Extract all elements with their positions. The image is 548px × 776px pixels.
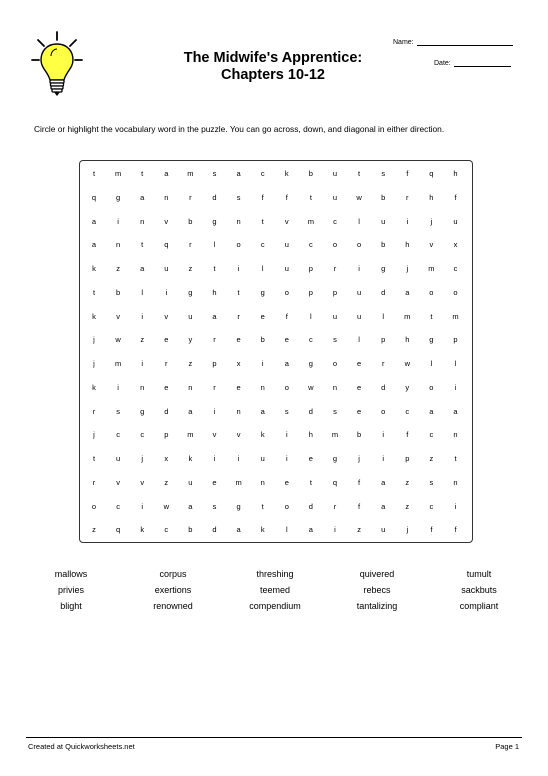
date-field[interactable] bbox=[434, 59, 511, 67]
grid-letter[interactable]: w bbox=[308, 382, 314, 392]
grid-letter[interactable]: a bbox=[91, 240, 97, 250]
grid-letter[interactable]: h bbox=[429, 192, 434, 202]
grid-letter[interactable]: n bbox=[260, 382, 265, 392]
grid-letter[interactable]: n bbox=[332, 382, 338, 392]
grid-letter[interactable]: y bbox=[405, 382, 410, 392]
grid-letter[interactable]: r bbox=[406, 192, 409, 202]
grid-letter[interactable]: e bbox=[260, 311, 265, 321]
grid-letter[interactable]: f bbox=[358, 501, 361, 511]
date-label: Date: bbox=[434, 60, 451, 67]
grid-letter[interactable]: m bbox=[114, 359, 122, 368]
vocabulary-word: mallows bbox=[54, 569, 88, 579]
grid-letter[interactable]: e bbox=[284, 477, 289, 487]
grid-letter[interactable]: t bbox=[237, 287, 240, 297]
grid-letter[interactable]: i bbox=[141, 311, 144, 321]
grid-letter[interactable]: t bbox=[92, 287, 96, 297]
name-label: Name: bbox=[393, 39, 414, 46]
grid-letter[interactable]: s bbox=[212, 501, 217, 511]
grid-letter[interactable]: w bbox=[115, 335, 121, 345]
grid-letter[interactable]: a bbox=[308, 525, 313, 535]
grid-letter[interactable]: g bbox=[381, 264, 386, 273]
grid-letter[interactable]: o bbox=[284, 382, 289, 392]
grid-letter[interactable]: n bbox=[453, 430, 458, 440]
grid-letter[interactable]: a bbox=[260, 406, 265, 416]
grid-letter[interactable]: o bbox=[284, 501, 289, 511]
grid-letter[interactable]: e bbox=[164, 382, 169, 392]
grid-letter[interactable]: n bbox=[164, 192, 169, 202]
grid-letter[interactable]: i bbox=[141, 359, 144, 368]
grid-letter[interactable]: d bbox=[381, 382, 386, 392]
grid-letter[interactable]: j bbox=[430, 216, 433, 226]
grid-letter[interactable]: j bbox=[358, 454, 360, 463]
grid-letter[interactable]: d bbox=[212, 192, 217, 202]
grid-letter[interactable]: r bbox=[165, 359, 168, 368]
name-field[interactable] bbox=[393, 38, 513, 46]
grid-letter[interactable]: v bbox=[429, 240, 434, 250]
grid-letter[interactable]: m bbox=[235, 477, 242, 487]
grid-letter[interactable]: v bbox=[116, 311, 120, 321]
grid-letter[interactable]: k bbox=[260, 525, 265, 535]
name-line[interactable] bbox=[417, 38, 513, 46]
grid-letter[interactable]: a bbox=[405, 287, 410, 297]
grid-letter[interactable]: c bbox=[333, 216, 337, 226]
grid-letter[interactable]: r bbox=[333, 501, 337, 511]
grid-letter[interactable]: s bbox=[116, 406, 120, 416]
grid-letter[interactable]: a bbox=[381, 477, 386, 487]
grid-letter[interactable]: j bbox=[93, 359, 95, 368]
grid-letter[interactable]: v bbox=[284, 216, 289, 226]
grid-letter[interactable]: m bbox=[187, 430, 194, 440]
grid-letter[interactable]: h bbox=[405, 240, 410, 250]
grid-letter[interactable]: a bbox=[284, 359, 289, 368]
grid-letter[interactable]: t bbox=[261, 216, 264, 226]
grid-letter[interactable]: k bbox=[140, 525, 145, 535]
grid-letter[interactable]: k bbox=[284, 169, 289, 178]
grid-letter[interactable]: b bbox=[260, 335, 265, 345]
grid-letter[interactable]: u bbox=[260, 454, 265, 463]
grid-letter[interactable]: f bbox=[454, 192, 457, 202]
grid-letter[interactable]: r bbox=[381, 359, 385, 368]
grid-letter[interactable]: u bbox=[357, 311, 362, 321]
grid-letter[interactable]: m bbox=[187, 169, 194, 178]
grid-letter[interactable]: u bbox=[381, 525, 386, 535]
grid-letter[interactable]: l bbox=[261, 264, 264, 273]
grid-letter[interactable]: s bbox=[333, 335, 337, 345]
grid-letter[interactable]: i bbox=[213, 406, 216, 416]
grid-letter[interactable]: f bbox=[261, 192, 264, 202]
grid-letter[interactable]: d bbox=[308, 501, 313, 511]
vocabulary-word: teemed bbox=[259, 585, 291, 595]
grid-letter[interactable]: g bbox=[140, 406, 145, 416]
grid-letter[interactable]: t bbox=[309, 192, 312, 202]
grid-letter[interactable]: h bbox=[308, 430, 313, 440]
vocabulary-word: tantalizing bbox=[356, 601, 398, 611]
grid-letter[interactable]: g bbox=[429, 335, 434, 345]
grid-letter[interactable]: i bbox=[382, 430, 385, 440]
grid-letter[interactable]: c bbox=[260, 240, 265, 250]
grid-letter[interactable]: l bbox=[454, 359, 457, 368]
grid-letter[interactable]: n bbox=[260, 477, 265, 487]
grid-letter[interactable]: r bbox=[189, 240, 192, 250]
grid-letter[interactable]: i bbox=[406, 216, 409, 226]
grid-letter[interactable]: w bbox=[404, 359, 410, 368]
grid-letter[interactable]: f bbox=[406, 430, 409, 440]
page-number: Page 1 bbox=[495, 742, 519, 751]
grid-letter[interactable]: z bbox=[116, 264, 120, 273]
grid-letter[interactable]: f bbox=[358, 477, 361, 487]
vocabulary-word: tumult bbox=[466, 569, 492, 579]
word-bank-row bbox=[20, 582, 530, 598]
grid-letter[interactable]: p bbox=[381, 335, 386, 345]
grid-letter[interactable]: u bbox=[381, 216, 386, 226]
grid-letter[interactable]: x bbox=[236, 359, 241, 368]
grid-letter[interactable]: i bbox=[285, 454, 288, 463]
grid-letter[interactable]: l bbox=[285, 525, 288, 535]
grid-letter[interactable]: t bbox=[430, 311, 433, 321]
grid-letter[interactable]: s bbox=[429, 477, 434, 487]
grid-letter[interactable]: v bbox=[140, 477, 145, 487]
grid-letter[interactable]: b bbox=[357, 430, 362, 440]
grid-letter[interactable]: i bbox=[454, 382, 457, 392]
grid-letter[interactable]: z bbox=[429, 454, 434, 463]
grid-letter[interactable]: z bbox=[405, 501, 410, 511]
grid-letter[interactable]: s bbox=[284, 406, 289, 416]
grid-letter[interactable]: a bbox=[429, 406, 434, 416]
grid-letter[interactable]: d bbox=[212, 525, 217, 535]
grid-letter[interactable]: k bbox=[260, 430, 265, 440]
grid-letter[interactable]: u bbox=[164, 264, 169, 273]
grid-letter[interactable]: u bbox=[284, 264, 289, 273]
grid-letter[interactable]: u bbox=[284, 240, 289, 250]
grid-letter[interactable]: a bbox=[188, 406, 193, 416]
grid-letter[interactable]: e bbox=[357, 406, 362, 416]
grid-letter[interactable]: o bbox=[453, 287, 458, 297]
grid-letter[interactable]: i bbox=[285, 430, 288, 440]
grid-letter[interactable]: t bbox=[92, 169, 96, 178]
grid-letter[interactable]: m bbox=[428, 264, 435, 273]
grid-letter[interactable]: p bbox=[332, 287, 338, 297]
grid-letter[interactable]: j bbox=[141, 454, 144, 463]
grid-letter[interactable]: c bbox=[429, 430, 434, 440]
grid-letter[interactable]: l bbox=[358, 216, 360, 226]
vocabulary-word: rebecs bbox=[363, 585, 391, 595]
footer-divider bbox=[26, 737, 522, 738]
grid-letter[interactable]: c bbox=[309, 335, 313, 345]
title-line-1: The Midwife's Apprentice: bbox=[183, 50, 363, 66]
grid-letter[interactable]: j bbox=[406, 264, 409, 273]
grid-letter[interactable]: r bbox=[213, 335, 216, 345]
grid-letter[interactable]: i bbox=[237, 264, 240, 273]
grid-letter[interactable]: u bbox=[188, 311, 193, 321]
grid-letter[interactable]: e bbox=[164, 335, 169, 345]
grid-letter[interactable]: i bbox=[261, 359, 264, 368]
grid-letter[interactable]: u bbox=[357, 287, 362, 297]
grid-letter[interactable]: e bbox=[212, 477, 217, 487]
grid-letter[interactable]: t bbox=[454, 454, 457, 463]
grid-letter[interactable]: p bbox=[405, 454, 410, 463]
grid-letter[interactable]: r bbox=[189, 192, 192, 202]
grid-letter[interactable]: e bbox=[236, 335, 241, 345]
vocabulary-word: threshing bbox=[256, 569, 294, 579]
grid-letter[interactable]: g bbox=[116, 192, 121, 202]
grid-letter[interactable]: n bbox=[140, 216, 145, 226]
grid-letter[interactable]: v bbox=[164, 216, 169, 226]
grid-letter[interactable]: i bbox=[141, 501, 144, 511]
grid-letter[interactable]: t bbox=[141, 169, 144, 178]
grid-letter[interactable]: q bbox=[429, 169, 434, 178]
grid-letter[interactable]: e bbox=[308, 454, 313, 463]
grid-letter[interactable]: o bbox=[284, 287, 289, 297]
grid-letter[interactable]: i bbox=[454, 501, 457, 511]
grid-letter[interactable]: n bbox=[453, 477, 458, 487]
grid-letter[interactable]: i bbox=[117, 382, 119, 392]
grid-letter[interactable]: n bbox=[236, 216, 241, 226]
grid-letter[interactable]: i bbox=[117, 216, 119, 226]
grid-letter[interactable]: v bbox=[164, 311, 169, 321]
grid-letter[interactable]: l bbox=[213, 240, 216, 250]
grid-letter[interactable]: d bbox=[164, 406, 169, 416]
grid-letter[interactable]: p bbox=[308, 264, 313, 273]
page-title bbox=[150, 50, 396, 84]
grid-letter[interactable]: q bbox=[91, 192, 97, 202]
grid-letter[interactable]: x bbox=[164, 454, 169, 463]
grid-letter[interactable]: t bbox=[213, 264, 216, 273]
grid-letter[interactable]: m bbox=[331, 430, 339, 440]
grid-letter[interactable]: x bbox=[453, 240, 458, 250]
grid-letter[interactable]: m bbox=[114, 169, 122, 178]
grid-letter[interactable]: k bbox=[92, 382, 96, 392]
grid-letter[interactable]: a bbox=[91, 216, 97, 226]
grid-letter[interactable]: e bbox=[236, 382, 241, 392]
title-line-2: Chapters 10-12 bbox=[221, 67, 325, 83]
grid-letter[interactable]: l bbox=[382, 311, 385, 321]
grid-letter[interactable]: p bbox=[453, 335, 458, 345]
grid-letter[interactable]: t bbox=[141, 240, 144, 250]
instructions: Circle or highlight the vocabulary word in the puzzle. You can go across, down, and diagonal in either direction. bbox=[34, 124, 445, 134]
grid-letter[interactable]: r bbox=[213, 382, 216, 392]
lightbulb-icon bbox=[30, 30, 84, 102]
grid-letter[interactable]: h bbox=[405, 335, 410, 345]
grid-letter[interactable]: l bbox=[141, 287, 144, 297]
grid-letter[interactable]: o bbox=[332, 240, 338, 250]
grid-letter[interactable]: n bbox=[236, 406, 241, 416]
grid-letter[interactable]: g bbox=[212, 216, 217, 226]
grid-letter[interactable]: c bbox=[260, 169, 265, 178]
grid-letter[interactable]: o bbox=[429, 382, 434, 392]
grid-letter[interactable]: i bbox=[334, 525, 336, 535]
grid-letter[interactable]: e bbox=[357, 359, 362, 368]
grid-letter[interactable]: r bbox=[237, 311, 240, 321]
grid-letter[interactable]: z bbox=[405, 477, 410, 487]
grid-letter[interactable]: b bbox=[381, 192, 386, 202]
grid-letter[interactable]: z bbox=[188, 359, 193, 368]
grid-letter[interactable]: g bbox=[188, 287, 193, 297]
grid-letter[interactable]: n bbox=[116, 240, 121, 250]
vocabulary-word: sackbuts bbox=[461, 585, 497, 595]
grid-letter[interactable]: h bbox=[453, 169, 458, 178]
grid-letter[interactable]: a bbox=[212, 311, 217, 321]
grid-letter[interactable]: d bbox=[381, 287, 386, 297]
grid-letter[interactable]: b bbox=[188, 216, 193, 226]
grid-letter[interactable]: t bbox=[92, 454, 96, 463]
grid-letter[interactable]: s bbox=[212, 169, 217, 178]
grid-letter[interactable]: m bbox=[404, 311, 411, 321]
grid-letter[interactable]: i bbox=[213, 454, 216, 463]
grid-letter[interactable]: t bbox=[261, 501, 264, 511]
grid-letter[interactable]: f bbox=[285, 192, 288, 202]
grid-letter[interactable]: g bbox=[260, 287, 265, 297]
grid-letter[interactable]: e bbox=[284, 335, 289, 345]
vocabulary-word: compendium bbox=[249, 601, 301, 611]
grid-letter[interactable]: u bbox=[116, 454, 121, 463]
footer-credit: Created at Quickworksheets.net bbox=[28, 742, 135, 751]
grid-letter[interactable]: o bbox=[332, 359, 338, 368]
vocabulary-word: exertions bbox=[154, 585, 192, 595]
grid-letter[interactable]: m bbox=[452, 311, 459, 321]
date-line[interactable] bbox=[454, 59, 511, 67]
grid-letter[interactable]: i bbox=[165, 287, 168, 297]
grid-letter[interactable]: b bbox=[188, 525, 193, 535]
grid-letter[interactable]: p bbox=[164, 430, 169, 440]
grid-letter[interactable]: o bbox=[429, 287, 434, 297]
grid-letter[interactable]: i bbox=[382, 454, 385, 463]
grid-letter[interactable]: o bbox=[236, 240, 241, 250]
grid-letter[interactable]: o bbox=[357, 240, 362, 250]
grid-letter[interactable]: a bbox=[140, 264, 145, 273]
grid-letter[interactable]: a bbox=[236, 169, 241, 178]
grid-letter[interactable]: p bbox=[212, 359, 217, 368]
grid-letter[interactable]: q bbox=[332, 477, 338, 487]
grid-letter[interactable]: g bbox=[308, 359, 313, 368]
grid-letter[interactable]: i bbox=[237, 454, 240, 463]
vocabulary-word: renowned bbox=[153, 601, 193, 611]
grid-letter[interactable]: u bbox=[188, 477, 193, 487]
grid-letter[interactable]: v bbox=[236, 430, 241, 440]
grid-letter[interactable]: a bbox=[188, 501, 193, 511]
grid-letter[interactable]: j bbox=[406, 525, 409, 535]
grid-letter[interactable]: o bbox=[381, 406, 386, 416]
grid-letter[interactable]: s bbox=[333, 406, 337, 416]
grid-letter[interactable]: c bbox=[429, 501, 434, 511]
word-bank bbox=[20, 566, 530, 614]
grid-letter[interactable]: p bbox=[308, 287, 313, 297]
grid-letter[interactable]: z bbox=[140, 335, 145, 345]
grid-letter[interactable]: i bbox=[358, 264, 360, 273]
grid-letter[interactable]: k bbox=[92, 264, 96, 273]
grid-letter[interactable]: a bbox=[140, 192, 145, 202]
grid-letter[interactable]: s bbox=[381, 169, 386, 178]
grid-letter[interactable]: n bbox=[140, 382, 145, 392]
word-bank-row bbox=[20, 566, 530, 582]
grid-letter[interactable]: z bbox=[92, 525, 96, 535]
grid-letter[interactable]: j bbox=[93, 430, 95, 440]
grid-letter[interactable]: r bbox=[333, 264, 337, 273]
grid-letter[interactable]: a bbox=[164, 169, 169, 178]
grid-letter[interactable]: u bbox=[453, 216, 458, 226]
grid-letter[interactable]: f bbox=[430, 525, 433, 535]
grid-letter[interactable]: k bbox=[188, 454, 193, 463]
grid-letter[interactable]: a bbox=[453, 406, 458, 416]
vocabulary-word: compliant bbox=[459, 601, 499, 611]
grid-letter[interactable]: l bbox=[430, 359, 433, 368]
grid-letter[interactable]: v bbox=[212, 430, 217, 440]
grid-letter[interactable]: c bbox=[116, 501, 120, 511]
grid-letter[interactable]: z bbox=[164, 477, 169, 487]
vocabulary-word: quivered bbox=[359, 569, 395, 579]
grid-letter[interactable]: b bbox=[116, 287, 121, 297]
grid-letter[interactable]: u bbox=[332, 311, 338, 321]
grid-letter[interactable]: c bbox=[116, 430, 120, 440]
vocabulary-word: privies bbox=[57, 585, 84, 595]
grid-letter[interactable]: f bbox=[406, 169, 409, 178]
grid-letter[interactable]: c bbox=[405, 406, 410, 416]
grid-letter[interactable]: n bbox=[188, 382, 193, 392]
grid-letter[interactable]: o bbox=[91, 501, 97, 511]
vocabulary-word: blight bbox=[60, 601, 82, 611]
grid-letter[interactable]: r bbox=[92, 406, 96, 416]
grid-letter[interactable]: c bbox=[453, 264, 458, 273]
grid-letter[interactable]: w bbox=[163, 501, 169, 511]
grid-letter[interactable]: g bbox=[332, 454, 338, 463]
grid-letter[interactable]: z bbox=[357, 525, 361, 535]
grid-letter[interactable]: v bbox=[116, 477, 120, 487]
word-bank-row bbox=[20, 598, 530, 614]
grid-letter[interactable]: s bbox=[236, 192, 241, 202]
word-search-grid bbox=[79, 160, 473, 543]
grid-letter[interactable]: k bbox=[92, 311, 96, 321]
grid-letter[interactable]: a bbox=[381, 501, 386, 511]
grid-letter[interactable]: j bbox=[93, 335, 95, 345]
grid-letter[interactable]: d bbox=[308, 406, 313, 416]
grid-letter[interactable]: t bbox=[358, 169, 361, 178]
grid-letter[interactable]: u bbox=[332, 192, 338, 202]
grid-letter[interactable]: a bbox=[236, 525, 241, 535]
grid-letter[interactable]: l bbox=[310, 311, 312, 321]
grid-letter[interactable]: g bbox=[236, 501, 241, 511]
grid-letter[interactable]: b bbox=[381, 240, 386, 250]
grid-letter[interactable]: f bbox=[285, 311, 288, 321]
grid-letter[interactable]: q bbox=[164, 240, 169, 250]
grid-letter[interactable]: y bbox=[188, 335, 193, 345]
grid-letter[interactable]: c bbox=[309, 240, 313, 250]
grid-letter[interactable]: e bbox=[357, 382, 362, 392]
grid-letter[interactable]: h bbox=[212, 287, 217, 297]
grid-letter[interactable]: u bbox=[332, 169, 338, 178]
vocabulary-word: corpus bbox=[159, 569, 187, 579]
grid-letter[interactable]: t bbox=[309, 477, 312, 487]
grid-letter[interactable]: f bbox=[454, 525, 457, 535]
grid-letter[interactable]: b bbox=[308, 169, 313, 178]
grid-letter[interactable]: c bbox=[164, 525, 169, 535]
grid-letter[interactable]: w bbox=[356, 192, 362, 202]
grid-letter[interactable]: q bbox=[116, 525, 121, 535]
grid-letter[interactable]: c bbox=[140, 430, 145, 440]
grid-letter[interactable]: l bbox=[358, 335, 360, 345]
grid-letter[interactable]: m bbox=[307, 216, 315, 226]
grid-letter[interactable]: z bbox=[188, 264, 193, 273]
grid-letter[interactable]: r bbox=[92, 477, 96, 487]
